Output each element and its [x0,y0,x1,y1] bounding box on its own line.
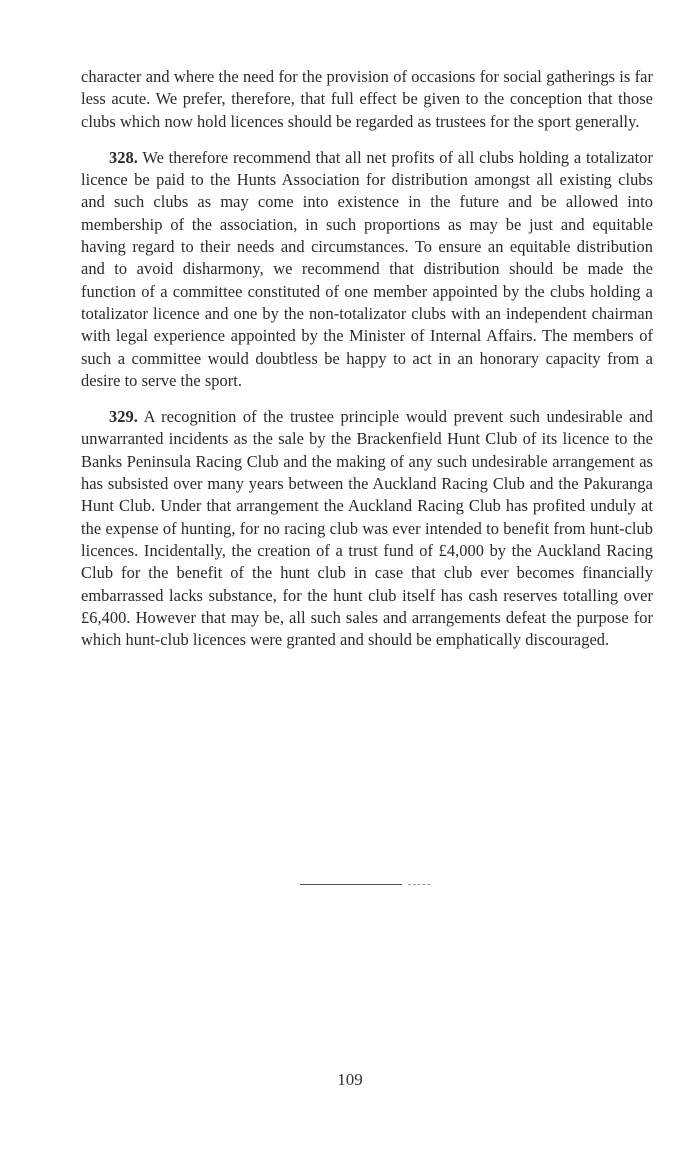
paragraph-number: 328. [109,147,138,167]
paragraph-text: A recognition of the trustee principle would prevent such undesirable and unwarranted incidents as the sale by the Brackenfield Hunt Club of its licence to the Banks Peninsula Racing Club and the making of any such undesirable arrangement as has subsisted over many years between the Auckland Racing Club and the Pakuranga Hunt Club. Under that arrangement the Auckland Racing Club has profited unduly at the expense of hunting, for no racing club was ever intended to benefit from hunt-club licences. Incidentally, the creation of a trust fund of £4,000 by the Auckland Racing Club for the benefit of the hunt club in case that club ever becomes financially embarrassed lacks substance, for the hunt club itself has cash reserves totalling over £6,400. However that may be, all such sales and arrangements defeat the purpose for which hunt-club licences were granted and should be emphatically discouraged. [81,407,653,650]
paragraph-328 [81,147,653,392]
page-number: 109 [337,1070,363,1089]
section-divider [300,884,402,885]
section-divider-tail [408,884,430,885]
paragraph-number: 329. [109,407,138,427]
paragraph-329 [81,406,653,651]
paragraph-text: We therefore recommend that all net profits of all clubs holding a totalizator licence be paid to the Hunts Association for distribution amongst all existing clubs and such clubs as may come into existence in the future and be allowed into membership of the association, in such proportions as may be just and equitable having regard to their needs and circumstances. To ensure an equitable distribution and to avoid disharmony, we recommend that distribution should be made the function of a committee constituted of one member appointed by the clubs holding a totalizator licence and one by the non-totalizator clubs with an independent chairman with legal experience appointed by the Minister of Internal Affairs. The members of such a committee would doubtless be happy to act in an honorary capacity from a desire to serve the sport. [81,147,653,390]
document-body [81,66,653,665]
continuation-paragraph: character and where the need for the provision of occasions for social gatherings is far less acute. We prefer, therefore, that full effect be given to the conception that those clubs which now hold licences should be regarded as trustees for the sport generally. [81,67,653,131]
